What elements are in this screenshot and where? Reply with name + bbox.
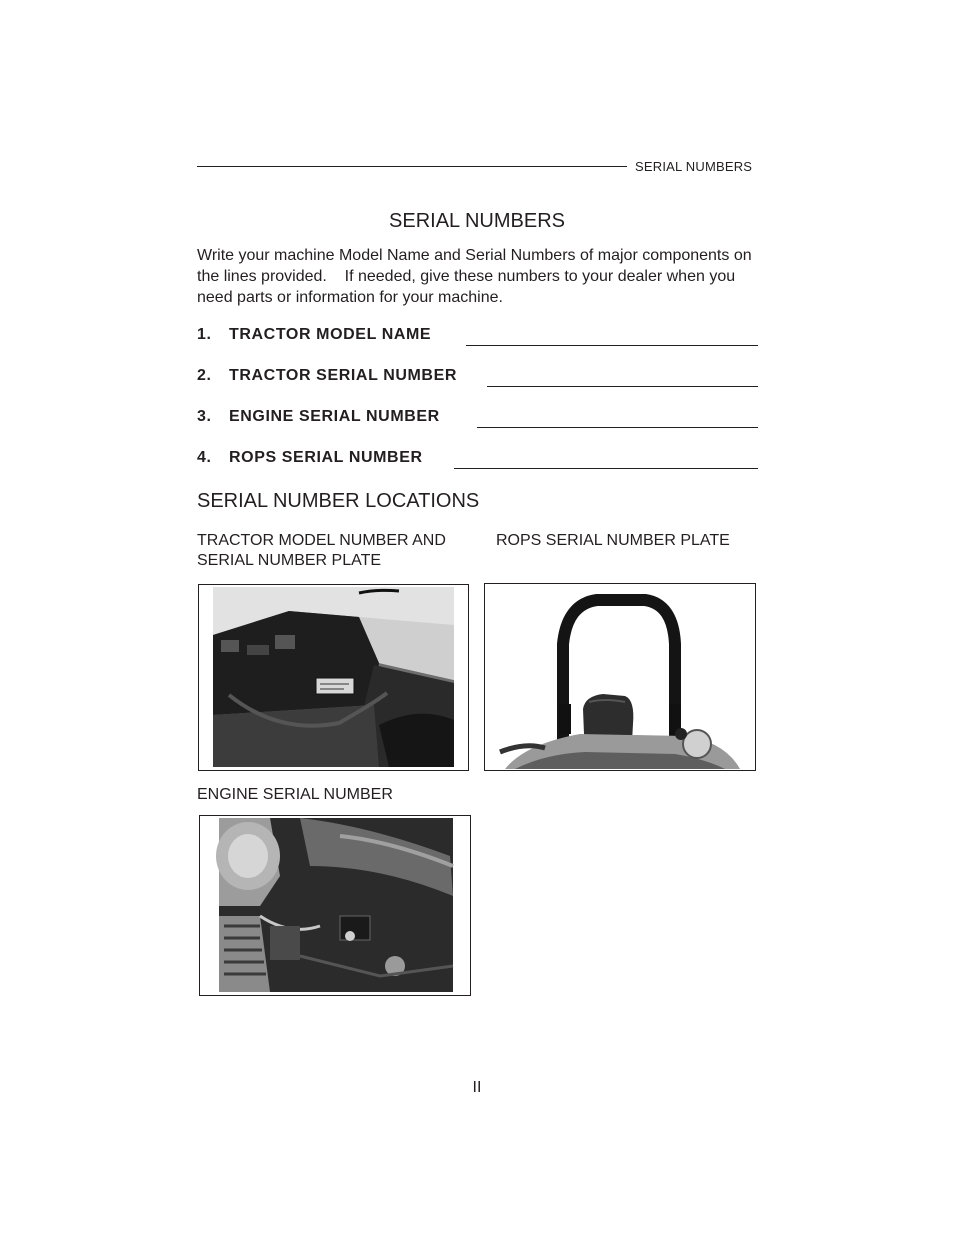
tractor-plate-photo: [198, 584, 469, 771]
field-number: 4.: [197, 449, 212, 466]
running-header: SERIAL NUMBERS: [635, 159, 753, 174]
field-label: TRACTOR MODEL NAME: [229, 326, 432, 343]
page-title: SERIAL NUMBERS: [389, 210, 565, 232]
field-number: 1.: [197, 326, 212, 343]
field-number: 2.: [197, 367, 212, 384]
field-tractor-serial-number: [197, 367, 758, 387]
page-number: II: [472, 1079, 482, 1096]
caption-engine: ENGINE SERIAL NUMBER: [197, 786, 393, 803]
engine-photo: [199, 815, 471, 996]
field-label: TRACTOR SERIAL NUMBER: [229, 367, 458, 384]
fill-in-line[interactable]: [477, 427, 758, 428]
header-rule: [197, 166, 627, 167]
caption-rops-plate: ROPS SERIAL NUMBER PLATE: [496, 532, 730, 549]
section-title-locations: SERIAL NUMBER LOCATIONS: [197, 490, 480, 512]
field-engine-serial-number: [197, 408, 758, 428]
fill-in-line[interactable]: [454, 468, 758, 469]
serial-number-fields: [197, 326, 758, 490]
rops-plate-photo: [484, 583, 756, 771]
fill-in-line[interactable]: [466, 345, 758, 346]
fill-in-line[interactable]: [487, 386, 758, 387]
intro-paragraph: Write your machine Model Name and Serial Numbers of major components on the lines provided. If needed, give these numbers to your dealer when you need parts or information for your machine.: [197, 247, 757, 306]
field-label: ROPS SERIAL NUMBER: [229, 449, 423, 466]
field-tractor-model-name: [197, 326, 758, 346]
field-rops-serial-number: [197, 449, 758, 469]
caption-tractor-plate: TRACTOR MODEL NUMBER AND SERIAL NUMBER PLATE: [197, 532, 446, 569]
field-number: 3.: [197, 408, 212, 425]
field-label: ENGINE SERIAL NUMBER: [229, 408, 440, 425]
